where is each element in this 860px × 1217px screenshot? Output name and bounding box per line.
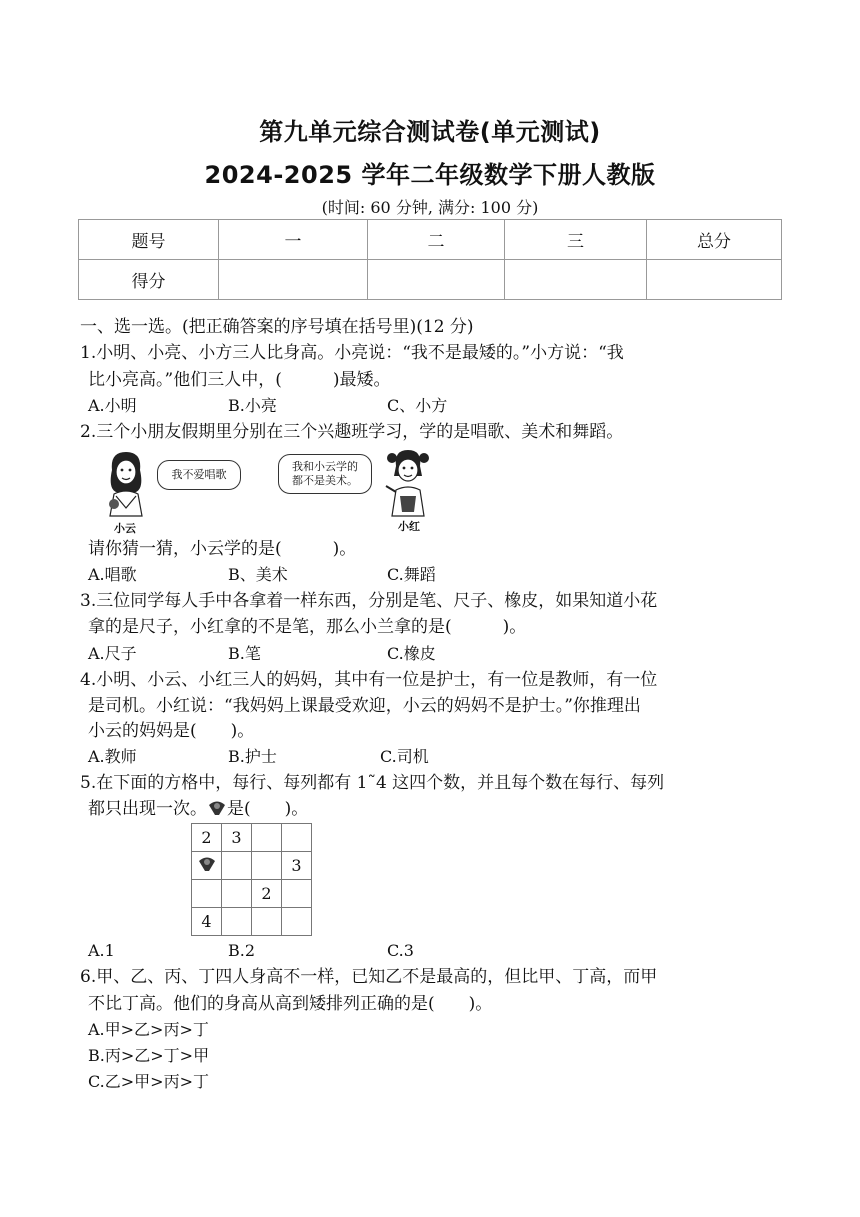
speech-bubble-xiaohong [278, 454, 372, 494]
score-table [78, 219, 782, 300]
q6-text-line1: 6.甲、乙、丙、丁四人身高不一样，已知乙不是最高的，但比甲、丁高，而甲 [80, 967, 658, 987]
grid-cell: 3 [282, 852, 312, 880]
grid-cell [222, 852, 252, 880]
grid-cell-mystery [192, 852, 222, 880]
grid-row [192, 824, 312, 852]
cell-score-1[interactable] [219, 260, 368, 300]
grid-cell: 4 [192, 908, 222, 936]
grid-cell [282, 824, 312, 852]
q3-text-line2: 拿的是尺子，小红拿的不是笔，那么小兰拿的是( )。 [88, 617, 527, 637]
q2-option-a[interactable]: A.唱歌 [88, 565, 137, 584]
grid-row [192, 908, 312, 936]
grid-row [192, 880, 312, 908]
q4-text-line1: 4.小明、小云、小红三人的妈妈，其中有一位是护士，有一位是教师，有一位 [80, 670, 658, 690]
speech-bubble-xiaoyun [157, 460, 241, 490]
score-table-score-row [79, 260, 782, 300]
q6-option-b[interactable]: B.丙>乙>丁>甲 [88, 1046, 210, 1065]
bubble-text-xiaoyun: 我不爱唱歌 [171, 468, 227, 481]
grid-cell [192, 880, 222, 908]
score-table-header-row [79, 220, 782, 260]
bubble-text-xiaohong-1: 我和小云学的 [292, 460, 358, 473]
q5-text-line1: 5.在下面的方格中，每行、每列都有 1˜4 这四个数，并且每个数在每行、每列 [80, 773, 665, 793]
q5-option-a[interactable]: A.1 [88, 941, 115, 960]
caption-xiaohong: 小红 [398, 520, 420, 533]
grid-cell: 2 [252, 880, 282, 908]
q6-option-c[interactable]: C.乙>甲>丙>丁 [88, 1072, 209, 1091]
cell-score-label: 得分 [79, 260, 219, 300]
q4-text-line2: 是司机。小红说：“我妈妈上课最受欢迎，小云的妈妈不是护士。”你推理出 [88, 696, 641, 716]
q6-option-a[interactable]: A.甲>乙>丙>丁 [88, 1020, 209, 1039]
q3-option-c[interactable]: C.橡皮 [387, 644, 436, 663]
q2-text-line2: 请你猜一猜，小云学的是( )。 [88, 539, 357, 559]
cell-section-3: 三 [505, 220, 647, 260]
cell-score-total[interactable] [647, 260, 782, 300]
q1-option-c[interactable]: C、小方 [387, 396, 448, 415]
grid-cell [282, 880, 312, 908]
grid-cell [252, 908, 282, 936]
grid-cell [282, 908, 312, 936]
q4-option-b[interactable]: B.护士 [228, 747, 277, 766]
grid-cell [252, 824, 282, 852]
cell-total: 总分 [647, 220, 782, 260]
q1-option-b[interactable]: B.小亮 [228, 396, 277, 415]
cell-score-2[interactable] [368, 260, 505, 300]
q5-option-c[interactable]: C.3 [387, 941, 414, 960]
cell-section-2: 二 [368, 220, 505, 260]
page-subtitle-grade: 2024-2025 学年二年级数学下册人教版 [204, 161, 656, 189]
grid-cell [222, 908, 252, 936]
mystery-symbol-icon [197, 855, 217, 873]
cell-question-number: 题号 [79, 220, 219, 260]
section-1-heading: 一、选一选。(把正确答案的序号填在括号里)(12 分) [80, 317, 474, 337]
number-grid [191, 823, 312, 936]
q2-option-c[interactable]: C.舞蹈 [387, 565, 436, 584]
girl-xiaoyun-icon [100, 448, 150, 518]
grid-cell: 2 [192, 824, 222, 852]
q5-option-b[interactable]: B.2 [228, 941, 256, 960]
caption-xiaoyun: 小云 [114, 522, 136, 535]
q3-text-line1: 3.三位同学每人手中各拿着一样东西，分别是笔、尺子、橡皮，如果知道小花 [80, 591, 658, 611]
bubble-text-xiaohong-2: 都不是美术。 [292, 474, 358, 487]
q1-text-line2: 比小亮高。”他们三人中，( )最矮。 [88, 370, 391, 390]
q6-text-line2: 不比丁高。他们的身高从高到矮排列正确的是( )。 [88, 994, 493, 1014]
grid-cell: 3 [222, 824, 252, 852]
q5-text-line2 [88, 798, 308, 820]
q3-option-a[interactable]: A.尺子 [88, 644, 137, 663]
q4-text-line3: 小云的妈妈是( )。 [88, 721, 255, 741]
time-and-score-info: (时间: 60 分钟, 满分: 100 分) [321, 198, 539, 217]
grid-row [192, 852, 312, 880]
page-title: 第九单元综合测试卷(单元测试) [259, 118, 601, 146]
q5-text-line2b: 是( )。 [227, 799, 309, 819]
q2-option-b[interactable]: B、美术 [228, 565, 288, 584]
q4-option-a[interactable]: A.教师 [88, 747, 137, 766]
q5-text-line2a: 都只出现一次。 [88, 799, 207, 819]
q3-option-b[interactable]: B.笔 [228, 644, 261, 663]
girl-xiaohong-icon [378, 446, 438, 518]
q1-text-line1: 1.小明、小亮、小方三人比身高。小亮说：“我不是最矮的。”小方说：“我 [80, 343, 624, 363]
grid-cell [222, 880, 252, 908]
cell-section-1: 一 [219, 220, 368, 260]
mystery-symbol-icon [207, 799, 227, 817]
q2-text-line1: 2.三个小朋友假期里分别在三个兴趣班学习，学的是唱歌、美术和舞蹈。 [80, 422, 624, 442]
q4-option-c[interactable]: C.司机 [380, 747, 429, 766]
cell-score-3[interactable] [505, 260, 647, 300]
grid-cell [252, 852, 282, 880]
q1-option-a[interactable]: A.小明 [88, 396, 137, 415]
